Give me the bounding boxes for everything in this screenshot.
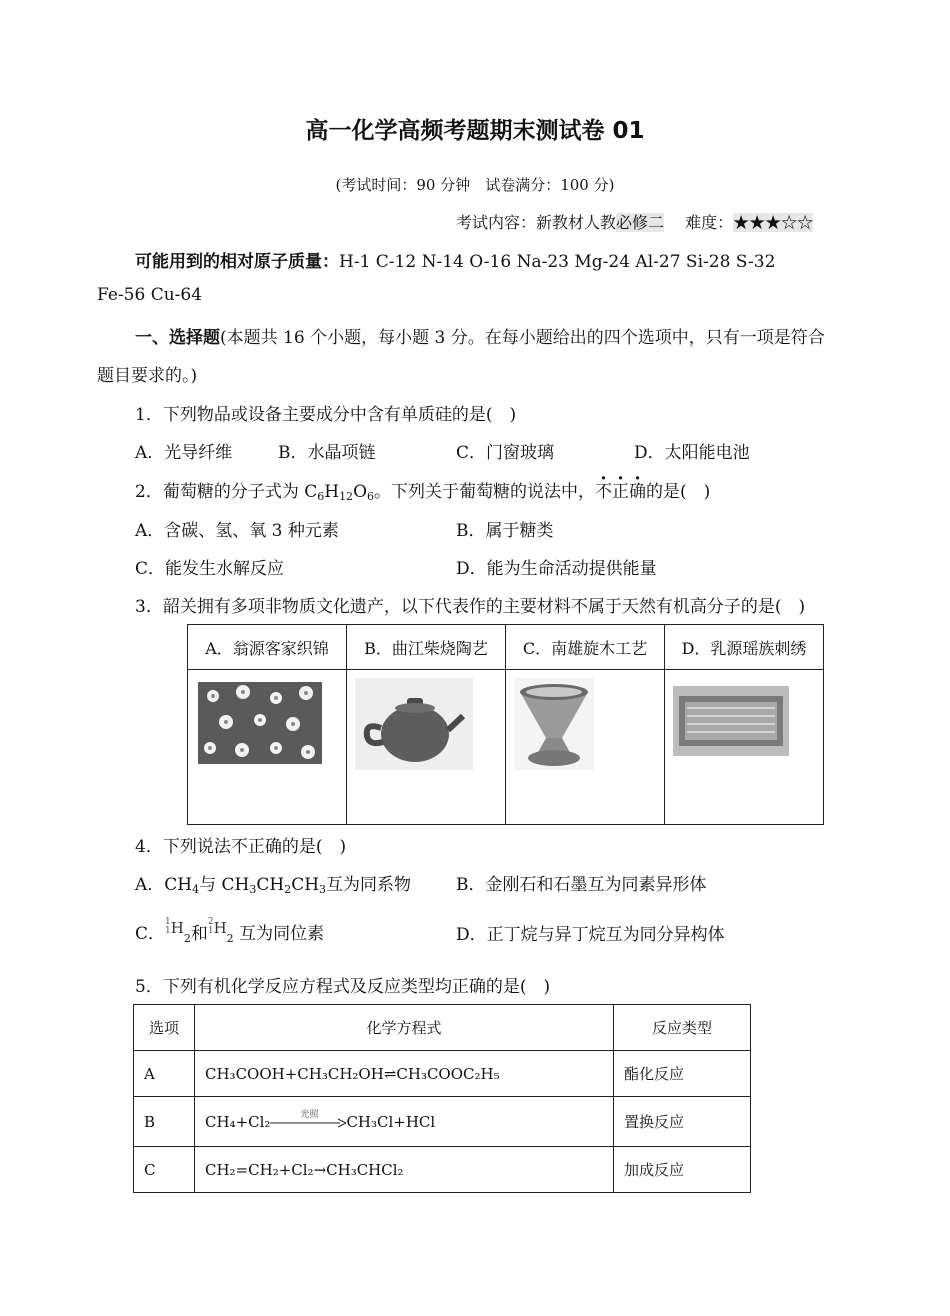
q4-c-pre: C． (135, 924, 166, 944)
q4-a-sub4: 3 (319, 883, 327, 896)
q2-stem-pre: 2．葡萄糖的分子式为 C (135, 482, 318, 502)
embroidery-image (673, 686, 789, 756)
q1-option-a: A．光导纤维 (135, 443, 233, 463)
q2-c-sub: 6 (317, 490, 325, 503)
exam-info: (考试时间：90 分钟 试卷满分：100 分) (335, 176, 615, 194)
q5-stem: 5．下列有机化学反应方程式及反应类型均正确的是( ) (135, 977, 551, 997)
q2-emph-2: 正 (612, 482, 629, 502)
q3-image-cell-c (506, 670, 665, 825)
q2-option-a: A．含碳、氢、氧 3 种元素 (135, 521, 339, 541)
q4-a-sub1: 4 (192, 883, 200, 896)
q4-a-end: 互为同系物 (326, 875, 412, 895)
q4-c-iso2-mass: 2 (207, 917, 214, 927)
q4-a-mid3: CH (291, 875, 320, 895)
q4-option-b: B．金刚石和石墨互为同素异形体 (456, 875, 707, 895)
q2-option-b: B．属于糖类 (456, 521, 554, 541)
q3-option-c: C．南雄旋木工艺 (506, 625, 665, 670)
q2-stem (135, 477, 710, 502)
q2-emph-1: 不 (595, 482, 612, 502)
q3-image-cell-a (188, 670, 347, 825)
q1-stem: 1．下列物品或设备主要成分中含有单质硅的是( ) (135, 405, 517, 425)
q5-c-option: C (134, 1147, 195, 1193)
q2-stem-end: 的是( ) (646, 482, 711, 502)
q2-option-d: D．能为生命活动提供能量 (456, 559, 657, 579)
q5-b-condition: 光照 (300, 1109, 319, 1120)
q4-c-h1: H (170, 919, 184, 937)
page-title: 高一化学高频考题期末测试卷 01 (305, 118, 645, 144)
content-label: 考试内容：新教材人教 (456, 213, 617, 232)
q4-a-sub3: 2 (284, 883, 292, 896)
q1-option-b: B．水晶项链 (278, 443, 376, 463)
q1-option-c: C．门窗玻璃 (456, 443, 555, 463)
q4-c-iso1-num: 1 (165, 926, 171, 936)
q4-a-sub2: 3 (249, 883, 257, 896)
q4-option-c (135, 918, 324, 944)
q4-c-h1-sub: 2 (183, 932, 191, 945)
q5-row-a (134, 1051, 751, 1097)
q3-option-a: A．翁源客家织锦 (188, 625, 347, 670)
q4-a-pre: A．CH (135, 875, 193, 895)
q4-option-a (135, 870, 411, 895)
q4-c-end: 互为同位素 (239, 924, 325, 944)
difficulty-stars: ★★★☆☆ (733, 213, 814, 232)
section1-line1 (135, 323, 825, 348)
q4-a-mid2: CH (256, 875, 285, 895)
section1-desc: (本题共 16 个小题，每小题 3 分。在每小题给出的四个选项中，只有一项是符合 (220, 328, 825, 348)
q5-b-eq-post: CH₃Cl+HCl (346, 1112, 436, 1131)
q4-a-mid: 与 CH (199, 875, 250, 895)
q5-table (133, 1004, 751, 1193)
q5-header-row (134, 1005, 751, 1051)
q5-c-equation: CH₂=CH₂+Cl₂→CH₃CHCl₂ (195, 1147, 614, 1193)
q3-image-cell-b (347, 670, 506, 825)
q4-c-iso2-num: 1 (207, 926, 214, 936)
teapot-image (355, 678, 473, 770)
q5-row-c (134, 1147, 751, 1193)
q2-h: H (324, 482, 340, 502)
q3-table (187, 624, 824, 825)
q5-a-type: 酯化反应 (614, 1051, 751, 1097)
q2-option-c: C．能发生水解反应 (135, 559, 285, 579)
q4-c-iso1-mass: 1 (165, 917, 171, 927)
atomic-mass-label: 可能用到的相对原子质量： (135, 252, 339, 272)
q5-b-eq-pre: CH₄+Cl₂ (205, 1112, 271, 1131)
difficulty-label: 难度： (685, 213, 734, 232)
q4-c-and: 和 (190, 924, 208, 944)
q2-h-sub: 12 (339, 490, 354, 503)
q4-stem: 4．下列说法不正确的是( ) (135, 837, 347, 857)
q3-stem: 3．韶关拥有多项非物质文化遗产，以下代表作的主要材料不属于天然有机高分子的是( ) (135, 597, 806, 617)
q5-header-option: 选项 (134, 1005, 195, 1051)
atomic-mass-line1 (135, 247, 775, 272)
q3-option-d: D．乳源瑶族刺绣 (665, 625, 824, 670)
q3-option-b: B．曲江柴烧陶艺 (347, 625, 506, 670)
q4-option-d: D．正丁烷与异丁烷互为同分异构体 (456, 925, 725, 945)
q5-b-equation (195, 1097, 614, 1147)
q5-b-option: B (134, 1097, 195, 1147)
q5-c-type: 加成反应 (614, 1147, 751, 1193)
q4-c-h2: H (213, 919, 227, 937)
section1-heading: 一、选择题 (135, 328, 220, 348)
exam-meta (456, 210, 813, 233)
q2-stem-mid: 。下列关于葡萄糖的说法中， (374, 482, 595, 502)
q5-b-type: 置换反应 (614, 1097, 751, 1147)
q5-header-equation: 化学方程式 (195, 1005, 614, 1051)
q5-a-equation: CH₃COOH+CH₃CH₂OH⇌CH₃COOC₂H₅ (195, 1051, 614, 1097)
atomic-mass-line2: Fe-56 Cu-64 (97, 285, 203, 305)
q1-option-d: D．太阳能电池 (634, 443, 750, 463)
content-value: 必修二 (616, 213, 665, 232)
wooden-cup-image (514, 678, 594, 770)
q2-o: O (353, 482, 367, 502)
atomic-mass-values: H-1 C-12 N-14 O-16 Na-23 Mg-24 Al-27 Si-28 S-32 (339, 252, 776, 272)
q2-emph-3: 确 (629, 482, 646, 502)
reaction-arrow-icon (270, 1109, 346, 1129)
q3-image-cell-d (665, 670, 824, 825)
q4-c-h2-sub: 2 (226, 932, 234, 945)
q5-header-type: 反应类型 (614, 1005, 751, 1051)
q2-o-sub: 6 (367, 490, 374, 503)
q5-row-b (134, 1097, 751, 1147)
brocade-image (198, 682, 322, 764)
section1-line2: 题目要求的。) (97, 366, 198, 386)
q5-a-option: A (134, 1051, 195, 1097)
